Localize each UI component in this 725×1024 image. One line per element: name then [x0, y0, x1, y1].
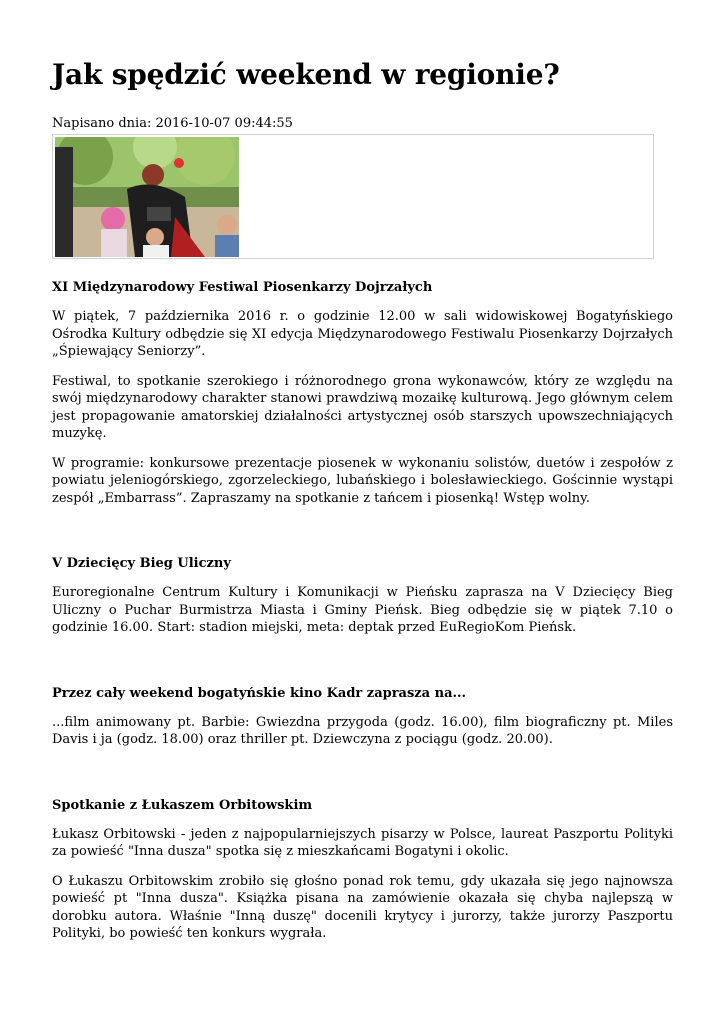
paragraph: Festiwal, to spotkanie szerokiego i różnorodnego grona wykonawców, który ze względu na swój międzynarodowy charakter stanowi prawdziwą mozaikę kulturową. Jego głównym celem jest propagowanie amatorskiej działalności artystycznej osób starszych upowszechniających muzykę.	[52, 373, 673, 441]
article-title: Jak spędzić weekend w regionie?	[52, 58, 560, 91]
publish-date: Napisano dnia: 2016-10-07 09:44:55	[52, 116, 293, 131]
section-run	[52, 555, 673, 637]
paragraph: ...film animowany pt. Barbie: Gwiezdna przygoda (godz. 16.00), film biograficzny pt. Miles Davis i ja (godz. 18.00) oraz thriller pt. Dziewczyna z pociągu (godz. 20.00).	[52, 714, 673, 747]
paragraph: Euroregionalne Centrum Kultury i Komunikacji w Pieńsku zaprasza na V Dziecięcy Bieg Uliczny o Puchar Burmistrza Miasta i Gminy Pieńsk. Bieg odbędzie się w piątek 7.10 o godzinie 16.00. Start: stadion miejski, meta: deptak przed EuRegioKom Pieńsk.	[52, 585, 673, 635]
festival-photo	[55, 137, 239, 257]
section-festival	[52, 279, 673, 507]
article-image-frame	[52, 134, 654, 259]
section-title: XI Międzynarodowy Festiwal Piosenkarzy Dojrzałych	[52, 280, 433, 295]
section-title: V Dziecięcy Bieg Uliczny	[52, 556, 231, 571]
paragraph: W piątek, 7 października 2016 r. o godzinie 12.00 w sali widowiskowej Bogatyńskiego Ośrodka Kultury odbędzie się XI edycja Międzynarodowego Festiwalu Piosenkarzy Dojrzałych „Śpiewający Seniorzy”.	[52, 309, 673, 359]
section-title: Spotkanie z Łukaszem Orbitowskim	[52, 797, 313, 813]
section-title: Przez cały weekend bogatyńskie kino Kadr zaprasza na...	[52, 685, 467, 701]
paragraph: O Łukaszu Orbitowskim zrobiło się głośno ponad rok temu, gdy ukazała się jego najnowsza powieść pt "Inna dusza". Książka pisana na zamówienie okazała się chyba najlepszą w dorobku autora. Właśnie "Inną duszę" docenili krytycy i jurorzy, także jurorzy Paszportu Polityki, bo powieść ten konkurs wygrała.	[52, 873, 673, 941]
paragraph: W programie: konkursowe prezentacje piosenek w wykonaniu solistów, duetów i zespołów z powiatu jeleniogórskiego, zgorzeleckiego, lubańskiego i bolesławieckiego. Gościnnie wystąpi zespół „Embarrass”. Zapraszamy na spotkanie z tańcem i piosenką! Wstęp wolny.	[52, 455, 673, 506]
paragraph: Łukasz Orbitowski - jeden z najpopularniejszych pisarzy w Polsce, laureat Paszportu Polityki za powieść "Inna dusza" spotka się z mieszkańcami Bogatyni i okolic.	[52, 826, 673, 859]
spacer	[52, 649, 673, 685]
spacer	[52, 519, 673, 555]
section-cinema	[52, 685, 673, 749]
spacer	[52, 761, 673, 797]
section-author-meeting	[52, 797, 673, 943]
